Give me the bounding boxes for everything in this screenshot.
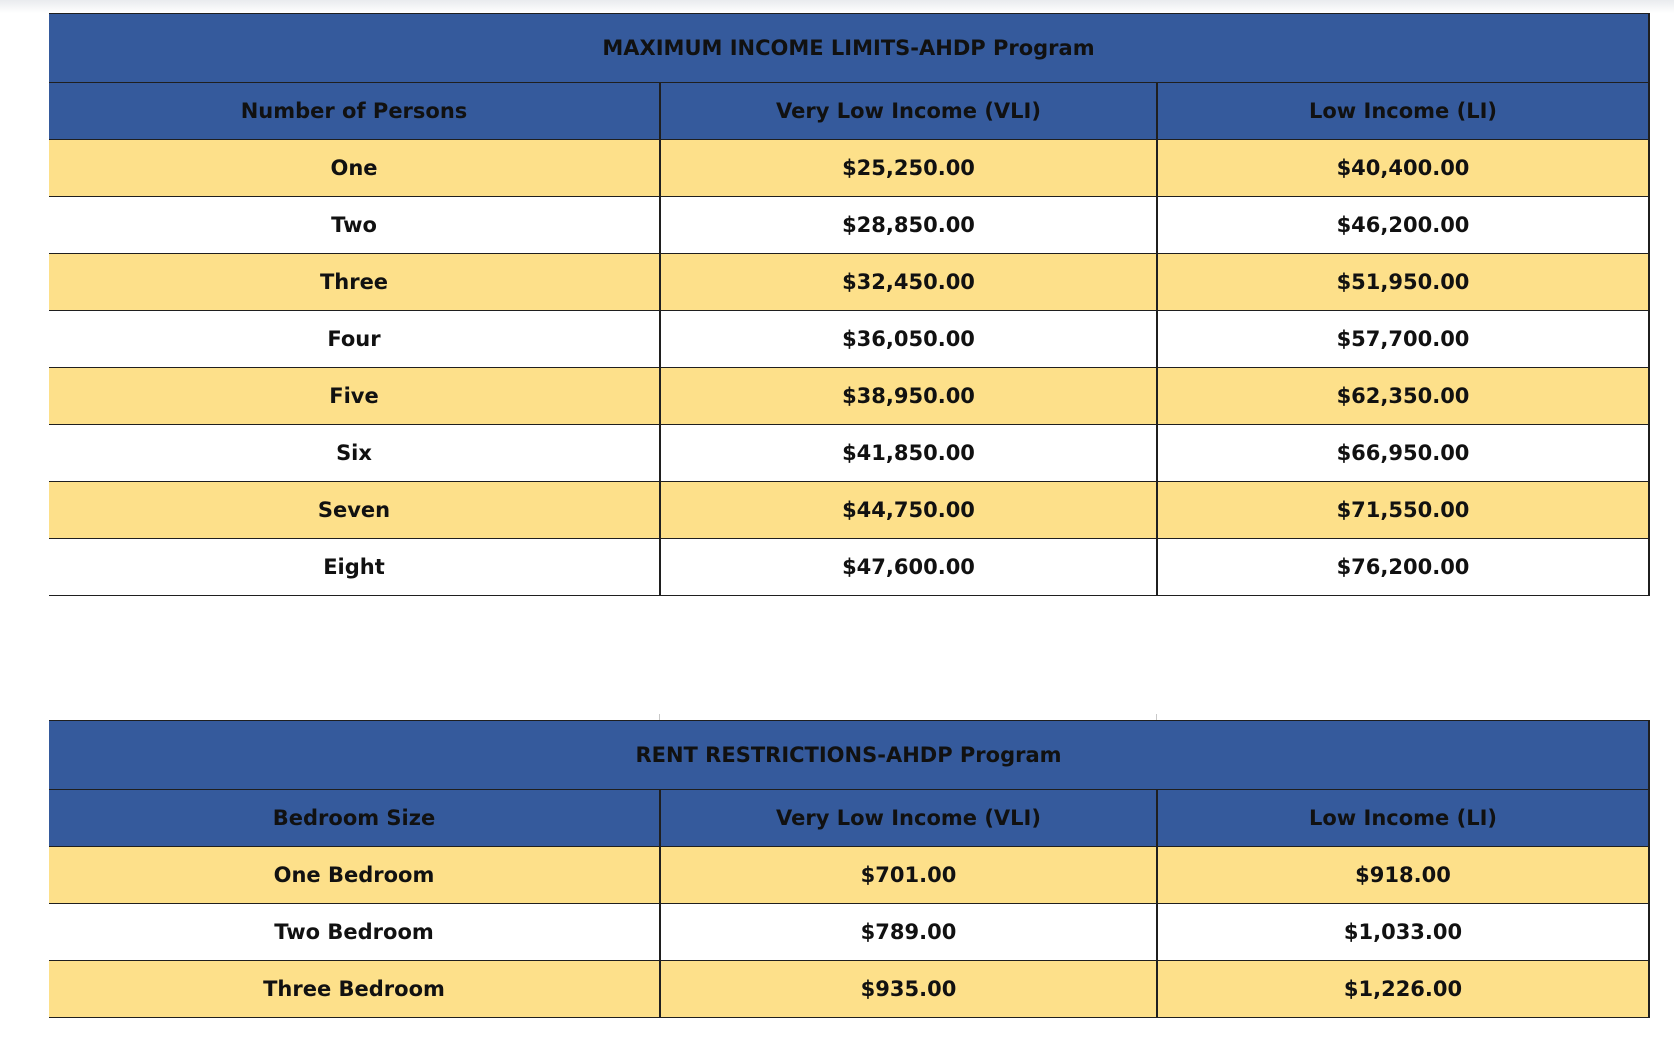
table-row [49, 197, 1649, 254]
vli-cell: $32,450.00 [660, 254, 1157, 311]
vli-cell: $25,250.00 [660, 140, 1157, 197]
vli-cell: $38,950.00 [660, 368, 1157, 425]
bedroom-cell: Three Bedroom [49, 961, 660, 1018]
vli-cell: $47,600.00 [660, 539, 1157, 596]
vli-cell: $701.00 [660, 847, 1157, 904]
li-cell: $1,033.00 [1157, 904, 1649, 961]
li-cell: $57,700.00 [1157, 311, 1649, 368]
persons-cell: One [49, 140, 660, 197]
vli-cell: $789.00 [660, 904, 1157, 961]
table-header-row [49, 83, 1649, 140]
column-header-bedroom: Bedroom Size [49, 790, 660, 847]
rent-restrictions-table [49, 720, 1650, 1018]
li-cell: $1,226.00 [1157, 961, 1649, 1018]
table-row [49, 254, 1649, 311]
column-header-persons: Number of Persons [49, 83, 660, 140]
persons-cell: Three [49, 254, 660, 311]
li-cell: $66,950.00 [1157, 425, 1649, 482]
table-title-row [49, 721, 1649, 790]
income-table-title: MAXIMUM INCOME LIMITS-AHDP Program [49, 14, 1649, 83]
table-row [49, 904, 1649, 961]
li-cell: $71,550.00 [1157, 482, 1649, 539]
vli-cell: $44,750.00 [660, 482, 1157, 539]
li-cell: $51,950.00 [1157, 254, 1649, 311]
table-row [49, 140, 1649, 197]
li-cell: $40,400.00 [1157, 140, 1649, 197]
li-cell: $46,200.00 [1157, 197, 1649, 254]
table-row [49, 539, 1649, 596]
table-row [49, 961, 1649, 1018]
column-header-li: Low Income (LI) [1157, 790, 1649, 847]
li-cell: $76,200.00 [1157, 539, 1649, 596]
rent-table-title: RENT RESTRICTIONS-AHDP Program [49, 721, 1649, 790]
li-cell: $62,350.00 [1157, 368, 1649, 425]
persons-cell: Eight [49, 539, 660, 596]
column-header-vli: Very Low Income (VLI) [660, 83, 1157, 140]
top-shadow [0, 0, 1674, 13]
vli-cell: $36,050.00 [660, 311, 1157, 368]
table-row [49, 847, 1649, 904]
column-header-vli: Very Low Income (VLI) [660, 790, 1157, 847]
persons-cell: Four [49, 311, 660, 368]
li-cell: $918.00 [1157, 847, 1649, 904]
income-limits-table [49, 13, 1650, 596]
table-title-row [49, 14, 1649, 83]
vli-cell: $28,850.00 [660, 197, 1157, 254]
persons-cell: Five [49, 368, 660, 425]
bedroom-cell: Two Bedroom [49, 904, 660, 961]
vli-cell: $41,850.00 [660, 425, 1157, 482]
persons-cell: Two [49, 197, 660, 254]
bedroom-cell: One Bedroom [49, 847, 660, 904]
table-row [49, 368, 1649, 425]
table-row [49, 482, 1649, 539]
persons-cell: Six [49, 425, 660, 482]
persons-cell: Seven [49, 482, 660, 539]
table-row [49, 311, 1649, 368]
vli-cell: $935.00 [660, 961, 1157, 1018]
table-header-row [49, 790, 1649, 847]
table-row [49, 425, 1649, 482]
column-header-li: Low Income (LI) [1157, 83, 1649, 140]
